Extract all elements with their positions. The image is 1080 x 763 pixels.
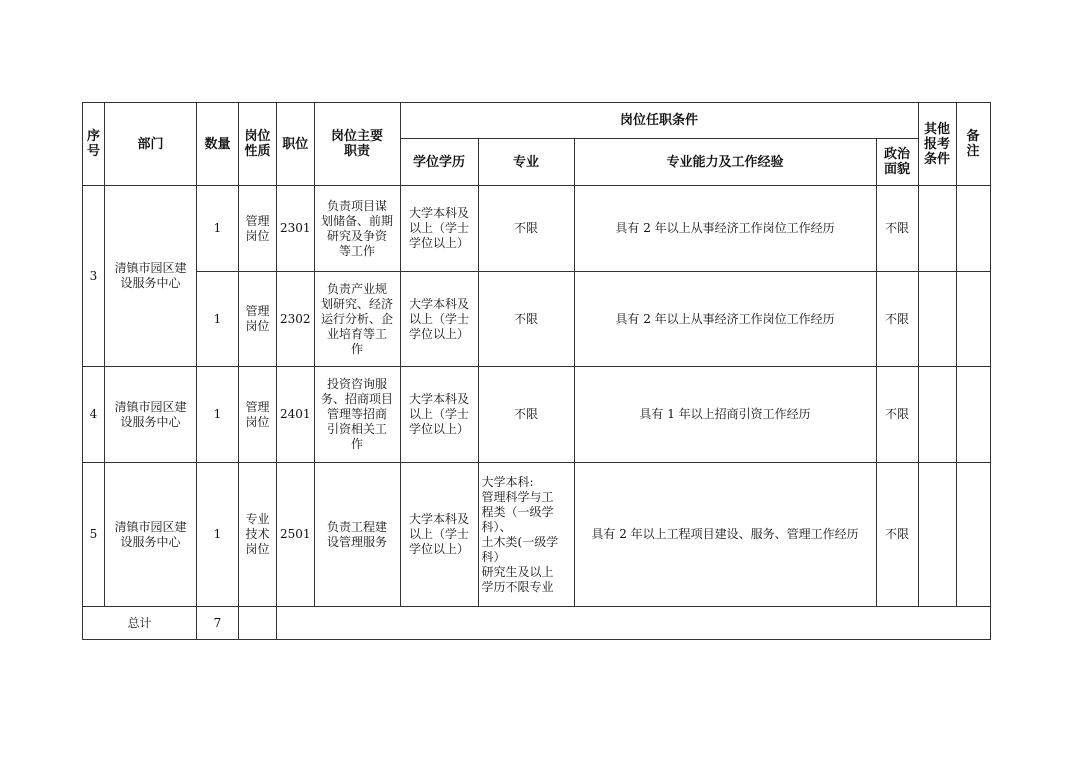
cell-education: 大学本科及 以上（学士 学位以上） <box>400 463 478 607</box>
cell-political: 不限 <box>876 186 918 272</box>
header-count: 数量 <box>197 103 239 186</box>
header-dept: 部门 <box>105 103 197 186</box>
header-seq: 序 号 <box>83 103 105 186</box>
header-political: 政治 面貌 <box>876 139 918 186</box>
cell-nature: 管理 岗位 <box>239 367 277 463</box>
header-requirements: 岗位任职条件 <box>400 103 918 139</box>
cell-major: 大学本科: 管理科学与工 程类（一级学 科）、 土木类(一级学 科） 研究生及以上 学历不限专业 <box>478 463 574 607</box>
cell-count: 1 <box>197 186 239 272</box>
header-duty: 岗位主要 职责 <box>314 103 400 186</box>
cell-major: 不限 <box>478 272 574 367</box>
cell-duty: 负责项目谋 划储备、前期 研究及争资 等工作 <box>314 186 400 272</box>
header-nature: 岗位 性质 <box>239 103 277 186</box>
cell-other <box>918 186 956 272</box>
cell-count: 1 <box>197 367 239 463</box>
table-row <box>83 463 991 607</box>
cell-education: 大学本科及 以上（学士 学位以上） <box>400 272 478 367</box>
cell-code: 2301 <box>277 186 315 272</box>
cell-seq: 4 <box>83 367 105 463</box>
cell-political: 不限 <box>876 272 918 367</box>
cell-experience: 具有 2 年以上从事经济工作岗位工作经历 <box>574 272 876 367</box>
cell-code: 2501 <box>277 463 315 607</box>
cell-political: 不限 <box>876 367 918 463</box>
header-other: 其他 报考 条件 <box>918 103 956 186</box>
header-experience: 专业能力及工作经验 <box>574 139 876 186</box>
cell-dept: 清镇市园区建 设服务中心 <box>105 186 197 367</box>
cell-remarks <box>956 186 990 272</box>
cell-other <box>918 367 956 463</box>
total-empty-cell <box>239 607 277 640</box>
header-remarks: 备 注 <box>956 103 990 186</box>
cell-code: 2302 <box>277 272 315 367</box>
table-row <box>83 186 991 272</box>
cell-duty: 投资咨询服 务、招商项目 管理等招商 引资相关工 作 <box>314 367 400 463</box>
total-row <box>83 607 991 640</box>
cell-remarks <box>956 367 990 463</box>
cell-nature: 管理 岗位 <box>239 186 277 272</box>
cell-nature: 专业 技术 岗位 <box>239 463 277 607</box>
cell-political: 不限 <box>876 463 918 607</box>
cell-major: 不限 <box>478 186 574 272</box>
header-code: 职位 <box>277 103 315 186</box>
cell-nature: 管理 岗位 <box>239 272 277 367</box>
total-label: 总计 <box>83 607 197 640</box>
cell-count: 1 <box>197 272 239 367</box>
total-count: 7 <box>197 607 239 640</box>
cell-other <box>918 272 956 367</box>
table-row <box>83 367 991 463</box>
cell-experience: 具有 1 年以上招商引资工作经历 <box>574 367 876 463</box>
cell-education: 大学本科及 以上（学士 学位以上） <box>400 367 478 463</box>
header-education: 学位学历 <box>400 139 478 186</box>
cell-remarks <box>956 463 990 607</box>
cell-duty: 负责工程建 设管理服务 <box>314 463 400 607</box>
cell-experience: 具有 2 年以上工程项目建设、服务、管理工作经历 <box>574 463 876 607</box>
table-row <box>83 272 991 367</box>
cell-seq: 3 <box>83 186 105 367</box>
header-row-1 <box>83 103 991 139</box>
cell-code: 2401 <box>277 367 315 463</box>
cell-major: 不限 <box>478 367 574 463</box>
cell-count: 1 <box>197 463 239 607</box>
cell-other <box>918 463 956 607</box>
recruitment-table <box>82 102 991 640</box>
cell-remarks <box>956 272 990 367</box>
header-major: 专业 <box>478 139 574 186</box>
cell-experience: 具有 2 年以上从事经济工作岗位工作经历 <box>574 186 876 272</box>
cell-dept: 清镇市园区建 设服务中心 <box>105 367 197 463</box>
cell-duty: 负责产业规 划研究、经济 运行分析、企 业培育等工 作 <box>314 272 400 367</box>
cell-education: 大学本科及 以上（学士 学位以上） <box>400 186 478 272</box>
total-filler-cell <box>277 607 991 640</box>
cell-dept: 清镇市园区建 设服务中心 <box>105 463 197 607</box>
cell-seq: 5 <box>83 463 105 607</box>
